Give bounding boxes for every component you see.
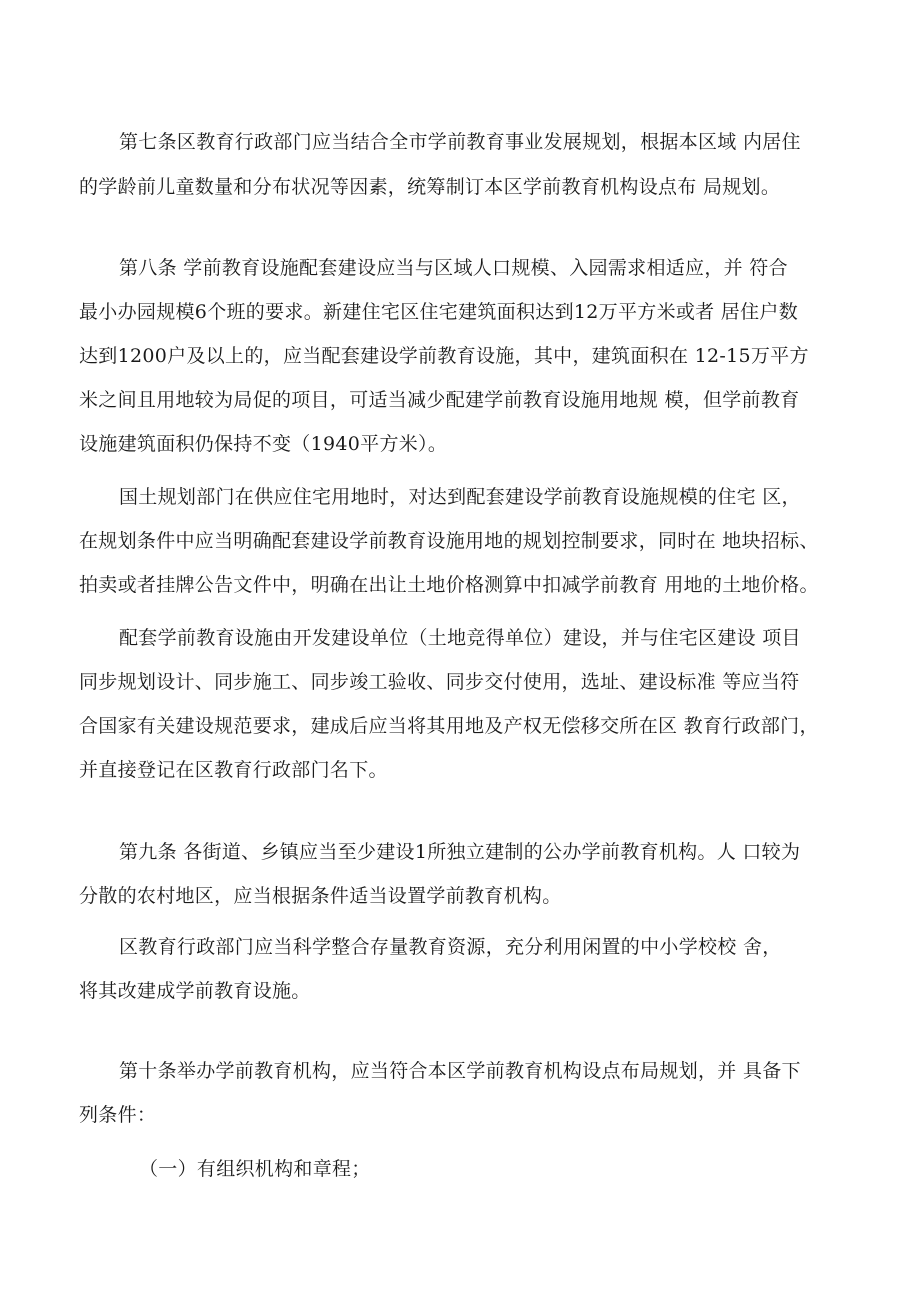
article-8-line-3: 达到1200户及以上的，应当配套建设学前教育设施，其中，建筑面积在 12-15万平方 (79, 345, 809, 367)
article-9-para-2-line-1: 区教育行政部门应当科学整合存量教育资源，充分利用闲置的中小学校校 舍， (119, 936, 782, 958)
article-8-para-3-line-4: 并直接登记在区教育行政部门名下。 (79, 759, 388, 781)
article-7-line-1: 第七条区教育行政部门应当结合全市学前教育事业发展规划，根据本区域 内居住 (119, 131, 801, 153)
article-10-line-2: 列条件： (79, 1104, 157, 1126)
article-8-line-1: 第八条 学前教育设施配套建设应当与区域人口规模、入园需求相适应，并 符合 (119, 257, 788, 279)
article-8-para-2-line-2: 在规划条件中应当明确配套建设学前教育设施用地的规划控制要求，同时在 地块招标、 (79, 530, 819, 552)
article-10-item-1: （一）有组织机构和章程； (139, 1158, 371, 1180)
article-8-para-3-line-3: 合国家有关建设规范要求，建成后应当将其用地及产权无偿移交所在区 教育行政部门， (79, 715, 819, 737)
article-8-line-2: 最小办园规模6个班的要求。新建住宅区住宅建筑面积达到12万平方米或者 居住户数 (79, 301, 799, 323)
article-9-line-1: 第九条 各街道、乡镇应当至少建设1所独立建制的公办学前教育机构。人 口较为 (119, 841, 801, 863)
article-8-line-5: 设施建筑面积仍保持不变（1940平方米）。 (79, 433, 448, 455)
article-8-line-4: 米之间且用地较为局促的项目，可适当减少配建学前教育设施用地规 模，但学前教育 (79, 389, 800, 411)
article-8-para-2-line-1: 国土规划部门在供应住宅用地时，对达到配套建设学前教育设施规模的住宅 区， (119, 486, 801, 508)
article-8-para-3-line-2: 同步规划设计、同步施工、同步竣工验收、同步交付使用，选址、建设标准 等应当符 (79, 671, 800, 693)
article-8-para-3-line-1: 配套学前教育设施由开发建设单位（土地竞得单位）建设，并与住宅区建设 项目 (119, 627, 801, 649)
article-9-para-2-line-2: 将其改建成学前教育设施。 (79, 980, 311, 1002)
article-10-line-1: 第十条举办学前教育机构，应当符合本区学前教育机构设点布局规划，并 具备下 (119, 1060, 801, 1082)
article-7-line-2: 的学龄前儿童数量和分布状况等因素，统筹制订本区学前教育机构设点布 局规划。 (79, 176, 781, 198)
article-8-para-2-line-3: 拍卖或者挂牌公告文件中，明确在出让土地价格测算中扣减学前教育 用地的土地价格。 (79, 574, 819, 596)
article-9-line-2: 分散的农村地区，应当根据条件适当设置学前教育机构。 (79, 885, 562, 907)
